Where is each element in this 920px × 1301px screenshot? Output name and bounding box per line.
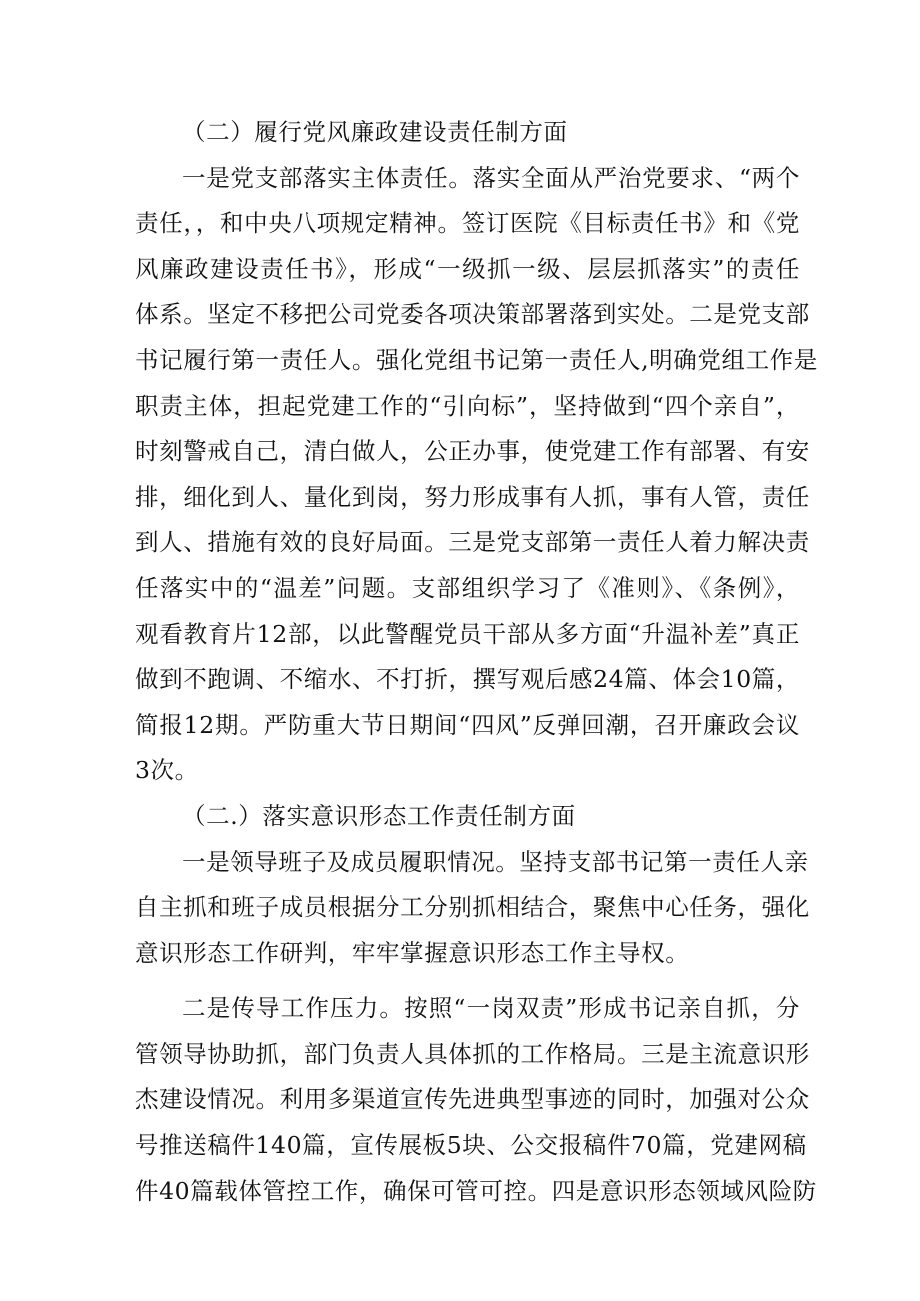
paragraph-work-pressure xyxy=(135,986,817,1214)
paragraph-line: 一是领导班子及成员履职情况。坚持支部书记第一责任人亲 xyxy=(182,847,809,876)
paragraph-line: 责任，，和中央八项规定精神。签订医院《目标责任书》和《党 xyxy=(135,209,800,238)
paragraph-line: 自主抓和班子成员根据分工分别抓相结合，聚焦中心任务，强化 xyxy=(135,893,810,922)
paragraph-line: 管领导协助抓，部门负责人具体抓的工作格局。三是主流意识形 xyxy=(135,1039,810,1068)
paragraph-party-conduct xyxy=(135,156,818,794)
paragraph-line: 一是党支部落实主体责任。落实全面从严治党要求、“两个 xyxy=(182,163,800,192)
paragraph-leadership-duty xyxy=(135,840,810,977)
paragraph-line: 风廉政建设责任书》，形成“一级抓一级、层层抓落实”的责任 xyxy=(135,254,800,283)
paragraph-line: 杰建设情况。利用多渠道宣传先进典型事迹的同时，加强对公众 xyxy=(135,1085,810,1114)
paragraph-line: 排，细化到人、量化到岗，努力形成事有人抓，事有人管，责任 xyxy=(135,482,810,511)
paragraph-line: 件40篇载体管控工作，确保可管可控。四是意识形态领域风险防 xyxy=(135,1176,817,1205)
paragraph-line: 二是传导工作压力。按照“一岗双责”形成书记亲自抓，分 xyxy=(182,994,800,1023)
paragraph-line: 3次。 xyxy=(135,756,199,785)
paragraph-line: 任落实中的“温差”问题。支部组织学习了《准则》、《条例》， xyxy=(135,573,800,602)
paragraph-line: 时刻警戒自己，清白做人，公正办事，使党建工作有部署、有安 xyxy=(135,437,810,466)
paragraph-line: 号推送稿件140篇，宣传展板5块、公交报稿件70篇，党建网稿 xyxy=(135,1131,807,1160)
document-body xyxy=(135,110,818,1214)
paragraph-line: 到人、措施有效的良好局面。三是党支部第一责任人着力解决责 xyxy=(135,528,810,557)
section-heading-party-conduct: （二）履行党风廉政建设责任制方面 xyxy=(182,118,568,146)
paragraph-line: 书记履行第一责任人。强化党组书记第一责任人,明确党组工作是 xyxy=(135,345,818,374)
paragraph-line: 简报12期。严防重大节日期间“四风”反弹回潮，召开廉政会议 xyxy=(135,710,800,739)
paragraph-line: 职责主体，担起党建工作的“引向标”，坚持做到“四个亲自”， xyxy=(135,391,800,420)
paragraph-line: 做到不跑调、不缩水、不打折，撰写观后感24篇、体会10篇， xyxy=(135,665,800,694)
paragraph-line: 体系。坚定不移把公司党委各项决策部署落到实处。二是党支部 xyxy=(135,300,810,329)
section-heading-ideology: （二.）落实意识形态工作责任制方面 xyxy=(182,801,576,830)
paragraph-spacer xyxy=(135,976,800,986)
paragraph-line: 意识形态工作研判，牢牢掌握意识形态工作主导权。 xyxy=(135,938,690,967)
paragraph-line: 观看教育片12部，以此警醒党员干部从多方面“升温补差”真正 xyxy=(135,619,800,648)
